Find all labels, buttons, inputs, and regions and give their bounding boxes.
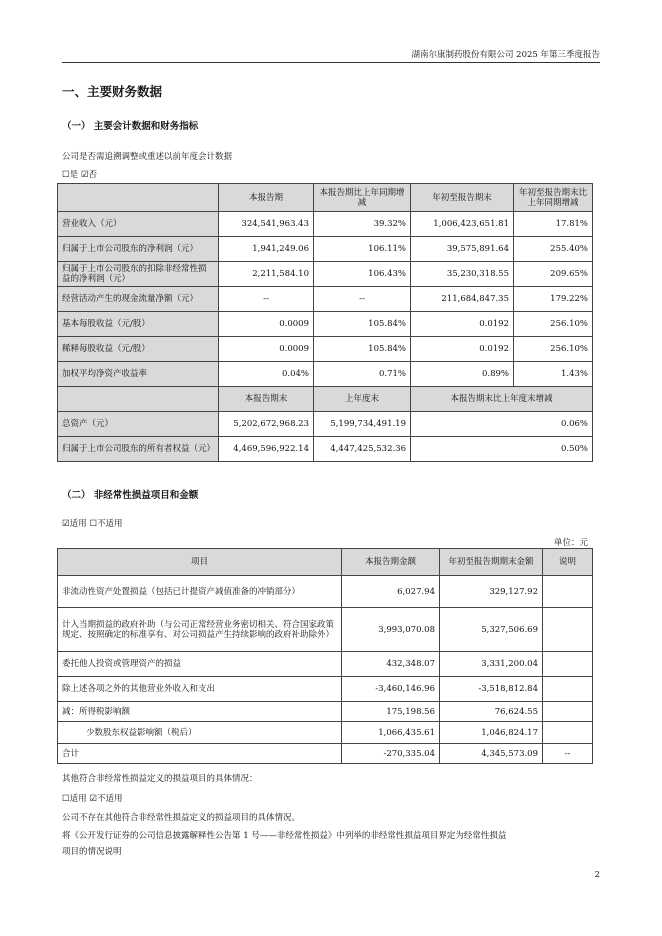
table-header: 本报告期末比上年度末增减 [411,387,593,412]
cell: 1,046,824.17 [440,722,543,744]
cell: 17.81% [514,212,593,237]
cell: 255.40% [514,237,593,262]
row-label: 加权平均净资产收益率 [58,362,219,387]
cell: 2,211,584.10 [219,262,314,287]
retro-question: 公司是否需追溯调整或重述以前年度会计数据 [62,152,233,162]
cell: 5,202,672,968.23 [219,412,314,437]
cell: 3,331,200.04 [440,652,543,677]
cell: 105.84% [314,337,411,362]
cell: 179.22% [514,287,593,312]
table-header: 本报告期金额 [342,549,440,576]
cell: 0.50% [411,437,593,462]
cell: -3,518,812.84 [440,677,543,702]
row-label: 稀释每股收益（元/股） [58,337,219,362]
cell [543,722,593,744]
table-header: 项目 [58,549,342,576]
cell: 256.10% [514,337,593,362]
cell: 0.04% [219,362,314,387]
cell: 3,993,070.08 [342,608,440,652]
row-label: 计入当期损益的政府补助（与公司正常经营业务密切相关、符合国家政策规定、按照确定的标准享有、对公司损益产生持续影响的政府补助除外） [58,608,342,652]
cell: 106.43% [314,262,411,287]
cell: 39.32% [314,212,411,237]
section-title: 一、主要财务数据 [62,84,163,99]
table-row [58,237,593,262]
cell [543,702,593,722]
cell: 211,684,847.35 [411,287,514,312]
row-label: 委托他人投资或管理资产的损益 [58,652,342,677]
table-row [58,412,593,437]
table-header: 年初至报告期末 [411,184,514,212]
table-row [58,362,593,387]
table-header [58,184,219,212]
note-line-2: 项目的情况说明 [62,847,122,857]
table-header: 本报告期 [219,184,314,212]
table-row [58,337,593,362]
table-row [58,312,593,337]
cell: 324,541,963.43 [219,212,314,237]
table-row [58,287,593,312]
row-label: 合计 [58,744,342,764]
cell: 0.71% [314,362,411,387]
row-label: 归属于上市公司股东的所有者权益（元） [58,437,219,462]
row-label: 总资产（元） [58,412,219,437]
cell: 432,348.07 [342,652,440,677]
table-header: 年初至报告期期末金额 [440,549,543,576]
row-label: 营业收入（元） [58,212,219,237]
table-header: 年初至报告期末比上年同期增减 [514,184,593,212]
table-row [58,744,593,764]
applicable-options: ☑适用 ☐不适用 [62,519,123,529]
cell: 76,624.55 [440,702,543,722]
cell: 39,575,891.64 [411,237,514,262]
none-text: 公司不存在其他符合非经常性损益定义的损益项目的具体情况。 [62,813,301,823]
cell: 0.89% [411,362,514,387]
table-header: 说明 [543,549,593,576]
table-header: 本报告期比上年同期增减 [314,184,411,212]
row-label: 减：所得税影响额 [58,702,342,722]
cell [543,576,593,608]
cell: 4,469,596,922.14 [219,437,314,462]
table-row [58,652,593,677]
cell: 175,198.56 [342,702,440,722]
header-rule [62,62,600,63]
cell: 5,199,734,491.19 [314,412,411,437]
applicable-options-2: ☐适用 ☑不适用 [62,794,123,804]
retro-options: ☐是 ☑否 [62,170,97,180]
cell: 0.0192 [411,337,514,362]
table-row [58,702,593,722]
cell: 0.0009 [219,337,314,362]
row-label: 归属于上市公司股东的净利润（元） [58,237,219,262]
cell: 4,345,573.09 [440,744,543,764]
table-row [58,212,593,237]
cell: -- [314,287,411,312]
cell: 4,447,425,532.36 [314,437,411,462]
row-label: 经营活动产生的现金流量净额（元） [58,287,219,312]
cell: 5,327,506.69 [440,608,543,652]
table-row [58,262,593,287]
other-items-text: 其他符合非经常性损益定义的损益项目的具体情况： [62,774,258,784]
cell: -3,460,146.96 [342,677,440,702]
document-header: 湖南尔康制药股份有限公司 2025 年第三季度报告 [411,50,600,60]
cell: 256.10% [514,312,593,337]
row-label: 除上述各项之外的其他营业外收入和支出 [58,677,342,702]
table-row [58,437,593,462]
cell: -270,335.04 [342,744,440,764]
unit-label: 单位：元 [553,538,588,548]
table-row [58,677,593,702]
cell: 6,027.94 [342,576,440,608]
cell: 105.84% [314,312,411,337]
row-label: 归属于上市公司股东的扣除非经常性损益的净利润（元） [58,262,219,287]
cell: 1.43% [514,362,593,387]
cell [543,652,593,677]
cell: 0.0009 [219,312,314,337]
cell: 1,941,249.06 [219,237,314,262]
subsection-title-1: （一） 主要会计数据和财务指标 [62,121,199,132]
table-header [58,387,219,412]
cell: -- [543,744,593,764]
cell: 0.06% [411,412,593,437]
cell: 329,127.92 [440,576,543,608]
row-label: 非流动性资产处置损益（包括已计提资产减值准备的冲销部分） [58,576,342,608]
cell [543,677,593,702]
subsection-title-2: （二） 非经常性损益项目和金额 [62,490,199,501]
table-row [58,576,593,608]
financial-data-table [57,183,593,462]
row-label: 基本每股收益（元/股） [58,312,219,337]
table-header: 上年度末 [314,387,411,412]
cell: 1,006,423,651.81 [411,212,514,237]
cell: 209.65% [514,262,593,287]
cell: 106.11% [314,237,411,262]
table-row [58,722,593,744]
page-number: 2 [594,870,600,880]
cell [543,608,593,652]
table-row [58,608,593,652]
cell: -- [219,287,314,312]
non-recurring-table [57,548,593,764]
cell: 0.0192 [411,312,514,337]
row-label: 少数股东权益影响额（税后） [58,722,342,744]
cell: 35,230,318.55 [411,262,514,287]
note-line-1: 将《公开发行证券的公司信息披露解释性公告第 1 号——非经常性损益》中列举的非经常性损益项目界定为经常性损益 [62,831,507,841]
table-header: 本报告期末 [219,387,314,412]
cell: 1,066,435.61 [342,722,440,744]
